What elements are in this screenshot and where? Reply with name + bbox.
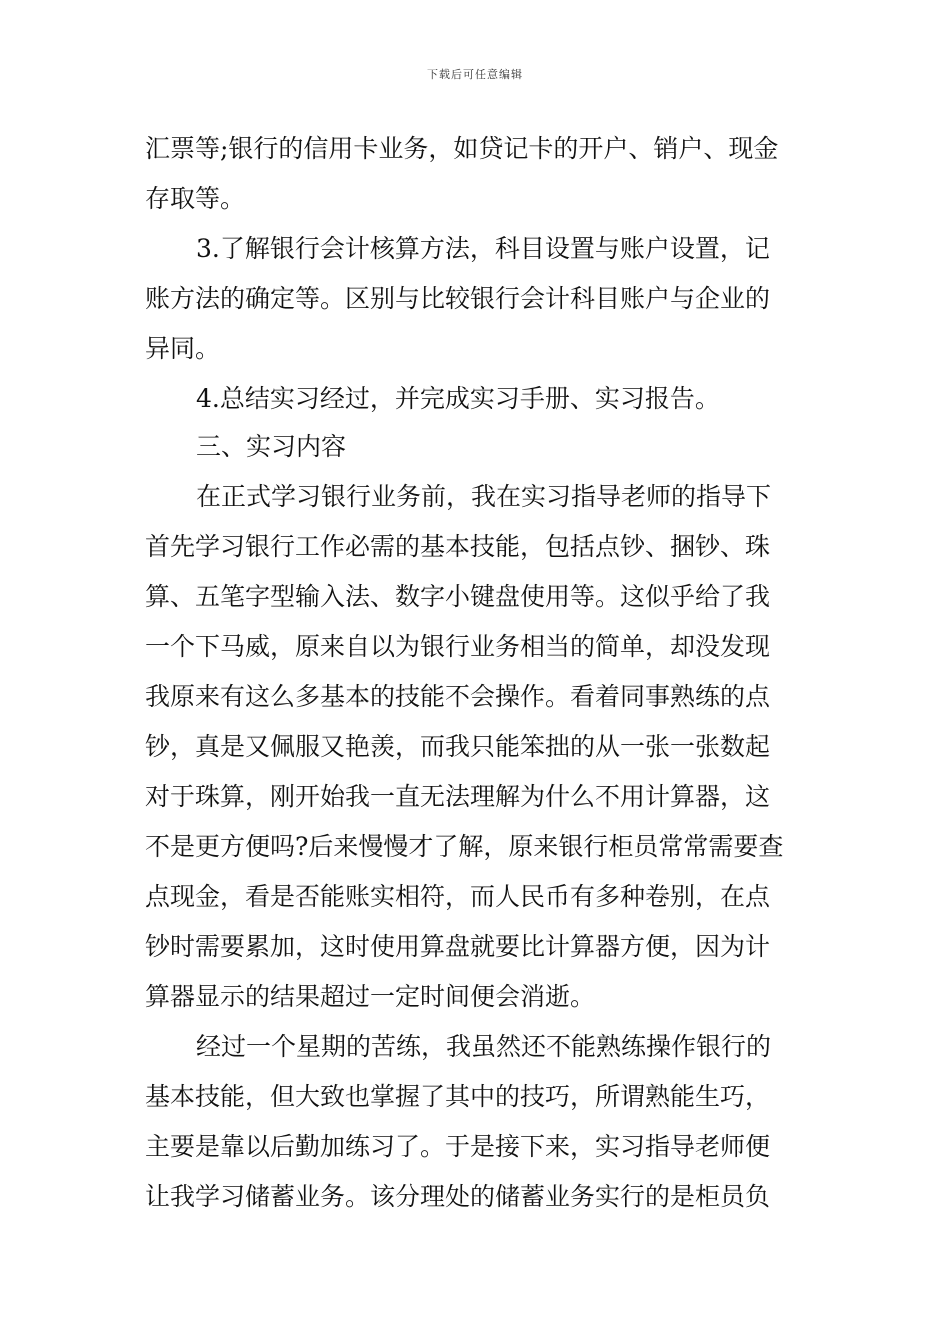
body-line: 主要是靠以后勤加练习了。于是接下来，实习指导老师便 (145, 1132, 771, 1161)
body-line: 钞时需要累加，这时使用算盘就要比计算器方便，因为计 (145, 932, 771, 961)
body-line: 钞，真是又佩服又艳羡，而我只能笨拙的从一张一张数起 (145, 732, 771, 761)
body-line: 在正式学习银行业务前，我在实习指导老师的指导下 (196, 482, 772, 511)
body-line: 3.了解银行会计核算方法，科目设置与账户设置，记 (196, 234, 770, 263)
body-line: 经过一个星期的苦练，我虽然还不能熟练操作银行的 (196, 1032, 772, 1061)
body-line: 异同。 (145, 334, 221, 363)
page-header: 下载后可任意编辑 (427, 68, 523, 81)
body-line: 我原来有这么多基本的技能不会操作。看着同事熟练的点 (145, 682, 771, 711)
body-line: 让我学习储蓄业务。该分理处的储蓄业务实行的是柜员负 (145, 1182, 771, 1211)
body-line: 基本技能，但大致也掌握了其中的技巧，所谓熟能生巧， (145, 1082, 771, 1111)
body-line: 不是更方便吗?后来慢慢才了解，原来银行柜员常常需要查 (145, 832, 784, 861)
body-line: 算器显示的结果超过一定时间便会消逝。 (145, 982, 596, 1011)
body-line: 对于珠算，刚开始我一直无法理解为什么不用计算器，这 (145, 782, 771, 811)
body-line: 一个下马威，原来自以为银行业务相当的简单，却没发现 (145, 632, 771, 661)
body-line: 存取等。 (145, 184, 246, 213)
body-line: 算、五笔字型输入法、数字小键盘使用等。这似乎给了我 (145, 582, 771, 611)
body-line: 4.总结实习经过，并完成实习手册、实习报告。 (196, 384, 720, 413)
body-line: 点现金，看是否能账实相符，而人民币有多种卷别，在点 (145, 882, 771, 911)
body-line: 账方法的确定等。区别与比较银行会计科目账户与企业的 (145, 284, 771, 313)
body-line: 汇票等;银行的信用卡业务，如贷记卡的开户、销户、现金 (145, 134, 779, 163)
section-heading: 三、实习内容 (196, 432, 347, 461)
body-line: 首先学习银行工作必需的基本技能，包括点钞、捆钞、珠 (145, 532, 771, 561)
